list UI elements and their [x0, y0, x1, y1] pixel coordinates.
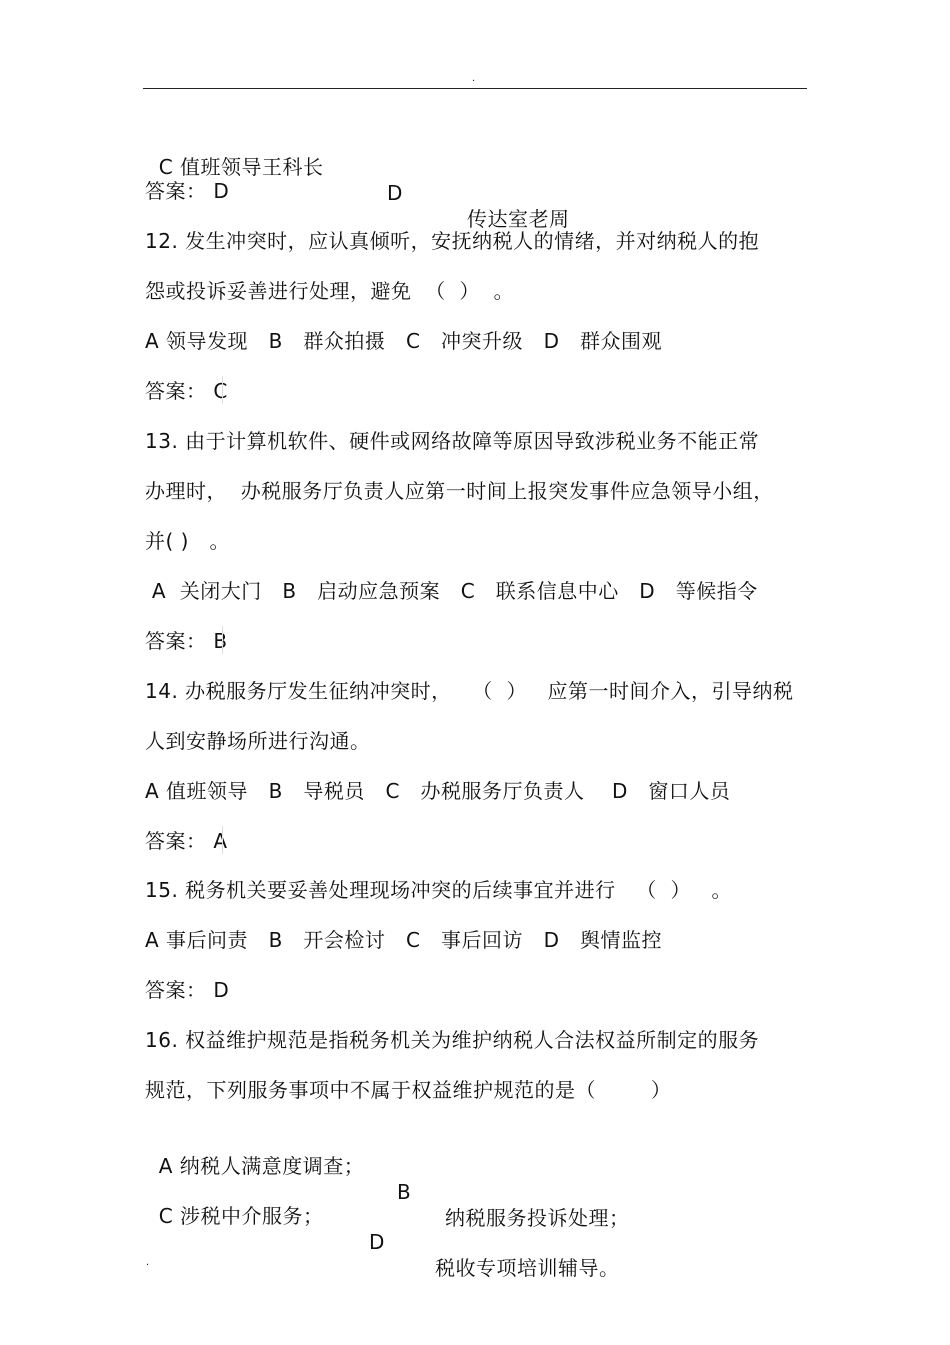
q13-stem-line1: 13. 由于计算机软件、硬件或网络故障等原因导致涉税业务不能正常	[145, 429, 760, 453]
q16-stem-line1: 16. 权益维护规范是指税务机关为维护纳税人合法权益所制定的服务	[145, 1028, 760, 1052]
q11-option-c: C 值班领导王科长	[158, 155, 324, 179]
q12-stem-line2: 怨或投诉妥善进行处理，避免 （ ） 。	[145, 279, 515, 303]
q14-stem-line2: 人到安静场所进行沟通。	[145, 729, 371, 753]
q11-options	[145, 128, 745, 232]
q13-stem-line3: 并( ) 。	[145, 529, 231, 553]
q16-option-c: C 涉税中介服务；	[158, 1204, 324, 1228]
q14-stem-line1: 14. 办税服务厅发生征纳冲突时， （ ） 应第一时间介入，引导纳税	[145, 679, 794, 703]
q15-options: A 事后问责 B 开会检讨 C 事后回访 D 舆情监控	[145, 928, 663, 952]
answer-divider	[216, 826, 223, 854]
q14-answer: 答案： A	[145, 829, 228, 853]
header-dot: .	[472, 73, 476, 84]
q15-stem-line1: 15. 税务机关要妥善处理现场冲突的后续事宜并进行 （ ） 。	[145, 878, 733, 902]
q16-option-a: A 纳税人满意度调查；	[158, 1154, 365, 1178]
q12-stem-line1: 12. 发生冲突时，应认真倾听，安抚纳税人的情绪，并对纳税人的抱	[145, 229, 760, 253]
q13-stem-line2: 办理时， 办税服务厅负责人应第一时间上报突发事件应急领导小组，	[145, 479, 774, 503]
q16-stem-line2: 规范，下列服务事项中不属于权益维护规范的是（ ）	[145, 1078, 672, 1102]
q11-option-d-text: 传达室老周	[467, 207, 570, 231]
answer-divider	[216, 626, 223, 654]
q11-option-d-letter: D	[387, 181, 403, 205]
q16-option-d-letter: D	[369, 1230, 385, 1254]
answer-divider	[216, 376, 223, 404]
q11-answer: 答案： D	[145, 179, 230, 203]
q16-option-b-letter: B	[397, 1180, 412, 1204]
footer-dot: .	[146, 1257, 150, 1268]
q13-options: A 关闭大门 B 启动应急预案 C 联系信息中心 D 等候指令	[145, 579, 758, 603]
q16-option-b-text: 纳税服务投诉处理；	[445, 1206, 630, 1230]
q14-options: A 值班领导 B 导税员 C 办税服务厅负责人 D 窗口人员	[145, 779, 731, 803]
q12-options: A 领导发现 B 群众拍摄 C 冲突升级 D 群众围观	[145, 329, 663, 353]
q16-option-d-text: 税收专项培训辅导。	[435, 1256, 620, 1280]
q13-answer: 答案： B	[145, 629, 228, 653]
q16-options-cd	[145, 1177, 745, 1281]
header-rule	[143, 88, 807, 89]
q15-answer: 答案： D	[145, 978, 230, 1002]
q12-answer: 答案： C	[145, 379, 228, 403]
